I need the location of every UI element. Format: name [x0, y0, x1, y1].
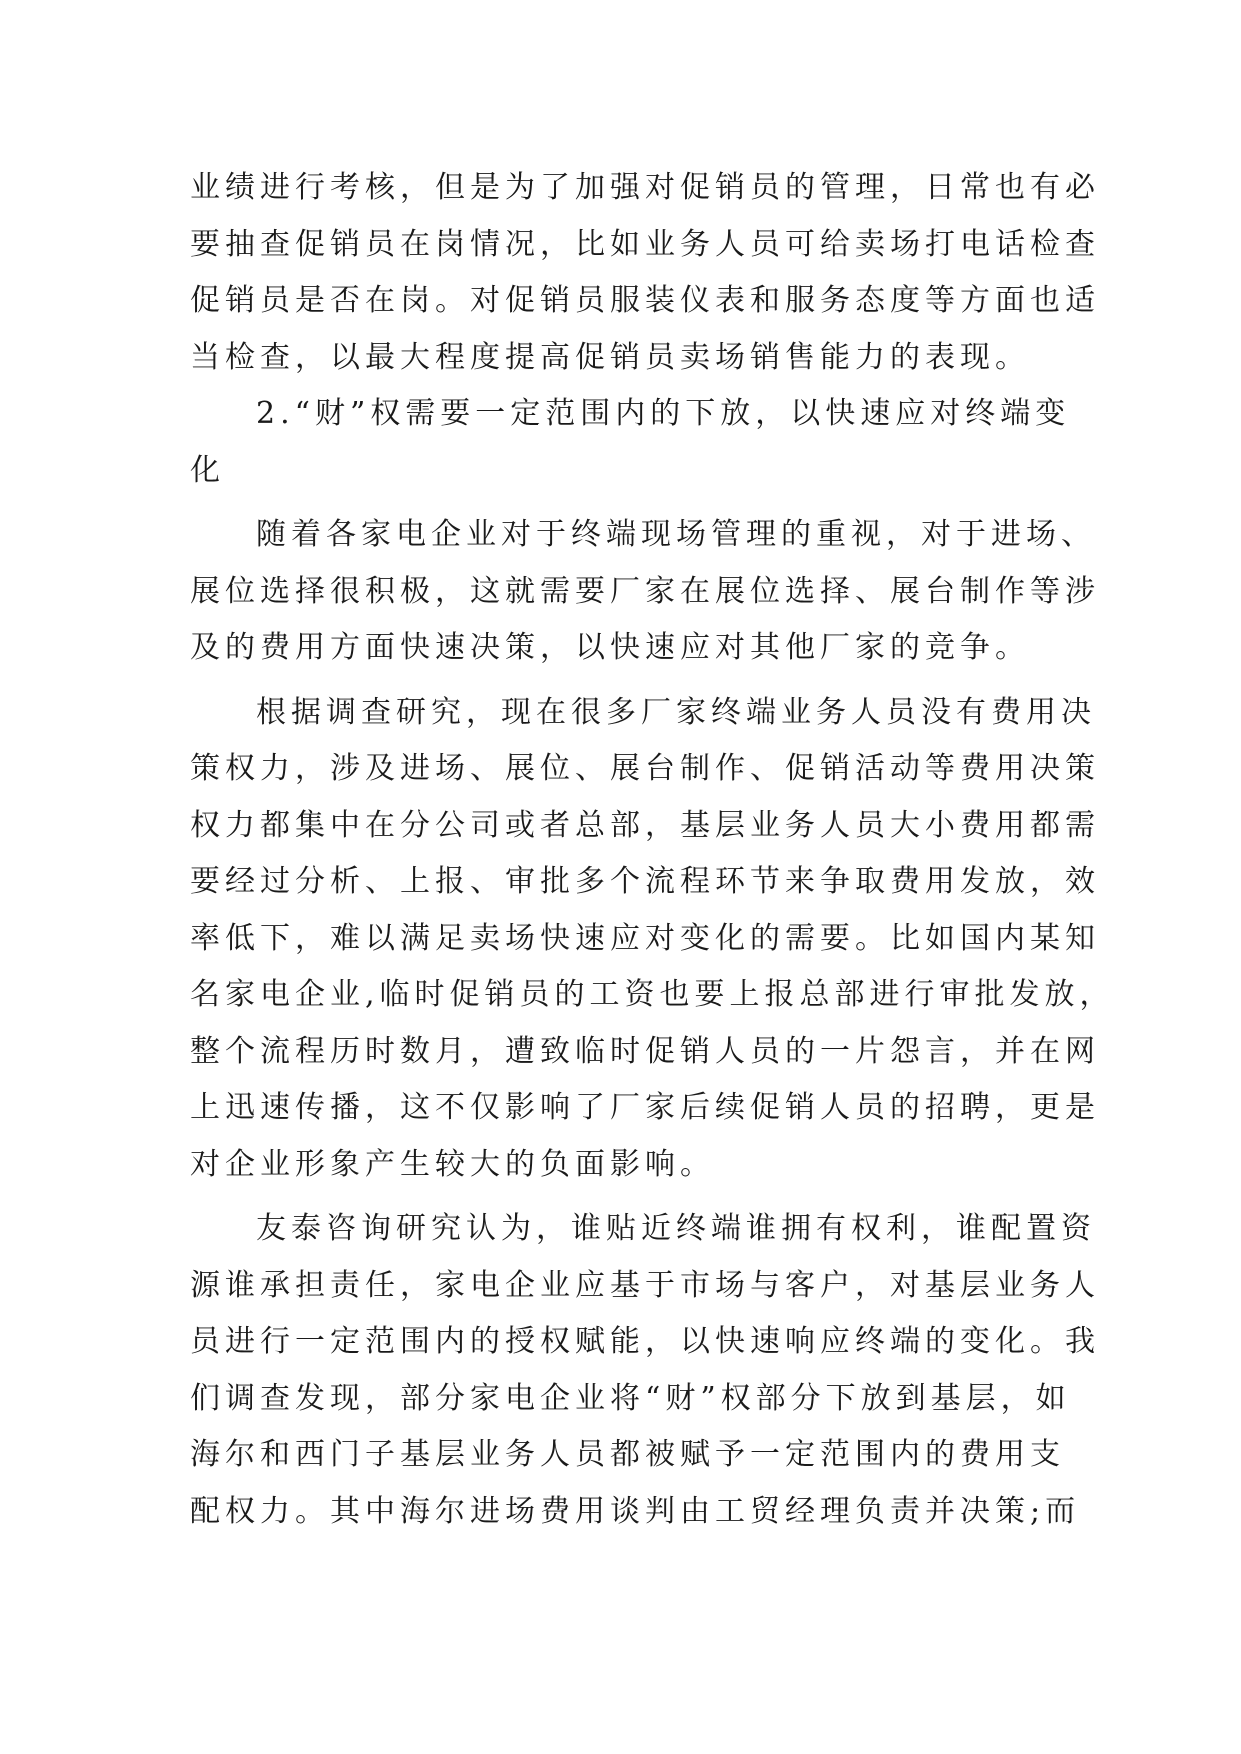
- paragraph-2: [190, 507, 1100, 677]
- text-line: 配权力。其中海尔进场费用谈判由工贸经理负责并决策;而: [190, 1493, 1081, 1529]
- text-line: 名家电企业,临时促销员的工资也要上报总部进行审批发放，: [190, 977, 1115, 1012]
- paragraph-3: [190, 685, 1115, 1194]
- paragraph-gap: [190, 499, 1050, 507]
- text-line: 根据调查研究，现在很多厂家终端业务人员没有费用决: [256, 694, 1096, 730]
- text-line: 策权力，涉及进场、展位、展台制作、促销活动等费用决策: [190, 751, 1100, 786]
- text-line: 上迅速传播，这不仅影响了厂家后续促销人员的招聘，更是: [190, 1090, 1100, 1125]
- text-line: 当检查，以最大程度提高促销员卖场销售能力的表现。: [190, 339, 1030, 375]
- text-line: 整个流程历时数月，遭致临时促销人员的一片怨言，并在网: [190, 1033, 1100, 1069]
- text-line: 权力都集中在分公司或者总部，基层业务人员大小费用都需: [190, 807, 1100, 843]
- text-line: 展位选择很积极，这就需要厂家在展位选择、展台制作等涉: [190, 573, 1100, 609]
- text-line: 及的费用方面快速决策，以快速应对其他厂家的竞争。: [190, 630, 1030, 665]
- text-line: 要抽查促销员在岗情况，比如业务人员可给卖场打电话检查: [190, 226, 1100, 262]
- paragraph-1: [190, 160, 1100, 386]
- text-line: 业绩进行考核，但是为了加强对促销员的管理，日常也有必: [190, 170, 1100, 205]
- text-line: 率低下，难以满足卖场快速应对变化的需要。比如国内某知: [190, 920, 1100, 956]
- text-line: 随着各家电企业对于终端现场管理的重视，对于进场、: [256, 517, 1096, 552]
- document-body: [190, 160, 1115, 1540]
- paragraph-4: [190, 1201, 1100, 1540]
- text-line: 员进行一定范围内的授权赋能，以快速响应终端的变化。我: [190, 1324, 1100, 1359]
- text-line: 源谁承担责任，家电企业应基于市场与客户，对基层业务人: [190, 1267, 1100, 1303]
- heading-line: 化: [190, 452, 225, 488]
- text-line: 促销员是否在岗。对促销员服装仪表和服务态度等方面也适: [190, 283, 1100, 318]
- paragraph-gap: [190, 677, 1050, 685]
- text-line: 要经过分析、上报、审批多个流程环节来争取费用发放，效: [190, 864, 1100, 899]
- text-line: 海尔和西门子基层业务人员都被赋予一定范围内的费用支: [190, 1437, 1065, 1472]
- paragraph-gap: [190, 1193, 1050, 1201]
- section-heading-2: [190, 386, 1071, 499]
- heading-line: 2.“财”权需要一定范围内的下放，以快速应对终端变: [256, 396, 1071, 431]
- text-line: 友泰咨询研究认为，谁贴近终端谁拥有权利，谁配置资: [256, 1211, 1096, 1246]
- text-line: 对企业形象产生较大的负面影响。: [190, 1146, 715, 1182]
- text-line: 们调查发现，部分家电企业将“财”权部分下放到基层，如: [190, 1380, 1071, 1416]
